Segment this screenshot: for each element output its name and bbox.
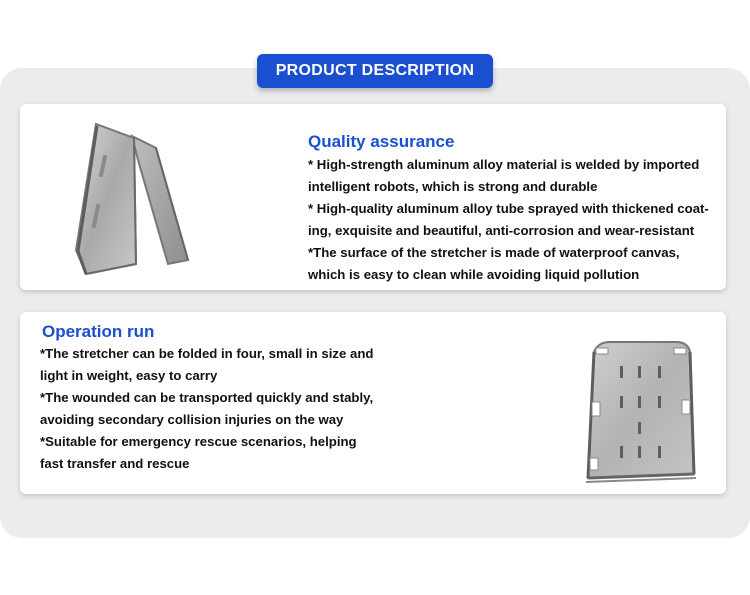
text-line: light in weight, easy to carry: [40, 368, 218, 383]
operation-run-text: [40, 343, 410, 475]
quality-assurance-text: [308, 154, 718, 286]
flat-stretcher-image: [580, 334, 700, 484]
text-line: *The surface of the stretcher is made of waterproof canvas,: [308, 245, 680, 260]
text-line: avoiding secondary collision injuries on the way: [40, 412, 344, 427]
section-title: PRODUCT DESCRIPTION: [257, 54, 493, 88]
text-line: * High-strength aluminum alloy material is welded by imported: [308, 157, 700, 172]
operation-run-heading: Operation run: [42, 322, 155, 341]
operation-run-card: [20, 312, 726, 494]
text-line: fast transfer and rescue: [40, 456, 190, 471]
text-line: * High-quality aluminum alloy tube sprayed with thickened coat-: [308, 201, 709, 216]
text-line: which is easy to clean while avoiding liquid pollution: [308, 267, 640, 282]
text-line: intelligent robots, which is strong and durable: [308, 179, 598, 194]
quality-assurance-heading: Quality assurance: [308, 132, 455, 151]
text-line: ing, exquisite and beautiful, anti-corrosion and wear-resistant: [308, 223, 695, 238]
text-line: *The wounded can be transported quickly and stably,: [40, 390, 374, 405]
text-line: *Suitable for emergency rescue scenarios, helping: [40, 434, 357, 449]
folded-stretcher-image: [64, 114, 214, 282]
quality-assurance-card: [20, 104, 726, 290]
text-line: *The stretcher can be folded in four, small in size and: [40, 346, 374, 361]
